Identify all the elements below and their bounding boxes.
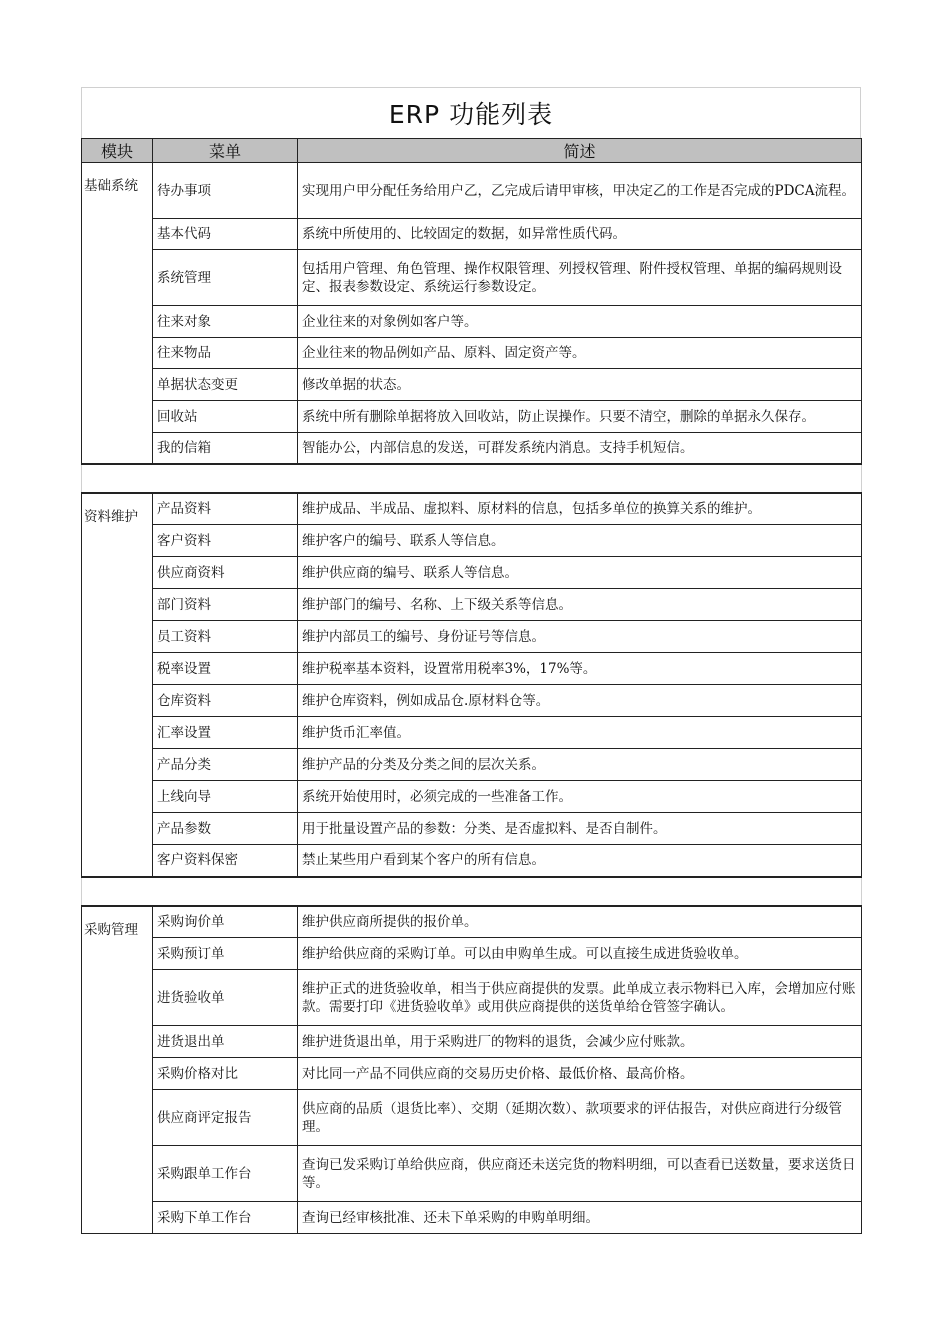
menu-cell: 往来物品 <box>153 338 298 369</box>
menu-cell: 产品资料 <box>153 493 298 525</box>
description-cell: 维护内部员工的编号、身份证号等信息。 <box>298 621 862 653</box>
description-cell: 维护客户的编号、联系人等信息。 <box>298 525 862 557</box>
menu-cell: 税率设置 <box>153 653 298 685</box>
section-spacer <box>82 464 862 493</box>
description-cell: 维护正式的进货验收单，相当于供应商提供的发票。此单成立表示物料已入库，会增加应付账款。需要打印《进货验收单》或用供应商提供的送货单给仓管签字确认。 <box>298 970 862 1026</box>
description-cell: 包括用户管理、角色管理、操作权限管理、列授权管理、附件授权管理、单据的编码规则设定、报表参数设定、系统运行参数设定。 <box>298 250 862 306</box>
menu-cell: 我的信箱 <box>153 433 298 464</box>
menu-cell: 产品分类 <box>153 749 298 781</box>
description-cell: 禁止某些用户看到某个客户的所有信息。 <box>298 845 862 877</box>
table-body <box>82 163 862 1234</box>
spacer-cell <box>82 464 862 493</box>
menu-cell: 进货退出单 <box>153 1026 298 1058</box>
section-spacer <box>82 877 862 906</box>
table-row <box>82 685 862 717</box>
menu-cell: 部门资料 <box>153 589 298 621</box>
menu-cell: 采购跟单工作台 <box>153 1146 298 1202</box>
description-cell: 维护税率基本资料，设置常用税率3%，17%等。 <box>298 653 862 685</box>
header-row <box>82 139 862 163</box>
menu-cell: 采购询价单 <box>153 906 298 938</box>
table-row <box>82 557 862 589</box>
menu-cell: 回收站 <box>153 401 298 433</box>
table-row <box>82 401 862 433</box>
table-row <box>82 589 862 621</box>
menu-cell: 供应商评定报告 <box>153 1090 298 1146</box>
table-row <box>82 219 862 250</box>
description-cell: 维护进货退出单，用于采购进厂的物料的退货，会减少应付账款。 <box>298 1026 862 1058</box>
module-cell: 基础系统 <box>82 163 153 464</box>
table-row <box>82 493 862 525</box>
header-description: 简述 <box>298 139 862 163</box>
menu-cell: 系统管理 <box>153 250 298 306</box>
description-cell: 实现用户甲分配任务给用户乙，乙完成后请甲审核，甲决定乙的工作是否完成的PDCA流程。 <box>298 163 862 219</box>
table-row <box>82 621 862 653</box>
description-cell: 维护成品、半成品、虚拟料、原材料的信息，包括多单位的换算关系的维护。 <box>298 493 862 525</box>
menu-cell: 上线向导 <box>153 781 298 813</box>
table-row <box>82 749 862 781</box>
menu-cell: 采购下单工作台 <box>153 1202 298 1234</box>
description-cell: 对比同一产品不同供应商的交易历史价格、最低价格、最高价格。 <box>298 1058 862 1090</box>
description-cell: 供应商的品质（退货比率）、交期（延期次数）、款项要求的评估报告，对供应商进行分级管理。 <box>298 1090 862 1146</box>
spacer-cell <box>82 877 862 906</box>
menu-cell: 仓库资料 <box>153 685 298 717</box>
menu-cell: 采购预订单 <box>153 938 298 970</box>
description-cell: 查询已发采购订单给供应商，供应商还未送完货的物料明细，可以查看已送数量，要求送货日等。 <box>298 1146 862 1202</box>
page-title: ERP 功能列表 <box>388 100 554 129</box>
table-row <box>82 338 862 369</box>
table-row <box>82 653 862 685</box>
table-row <box>82 813 862 845</box>
description-cell: 修改单据的状态。 <box>298 369 862 401</box>
table-row <box>82 781 862 813</box>
menu-cell: 供应商资料 <box>153 557 298 589</box>
description-cell: 用于批量设置产品的参数：分类、是否虚拟料、是否自制件。 <box>298 813 862 845</box>
menu-cell: 员工资料 <box>153 621 298 653</box>
header-menu: 菜单 <box>153 139 298 163</box>
header-module: 模块 <box>82 139 153 163</box>
table-row <box>82 250 862 306</box>
description-cell: 维护产品的分类及分类之间的层次关系。 <box>298 749 862 781</box>
table-row <box>82 1090 862 1146</box>
table-row <box>82 1026 862 1058</box>
table-row <box>82 433 862 464</box>
table-row <box>82 906 862 938</box>
menu-cell: 客户资料 <box>153 525 298 557</box>
spreadsheet <box>81 87 861 1234</box>
description-cell: 维护供应商所提供的报价单。 <box>298 906 862 938</box>
description-cell: 系统中所有删除单据将放入回收站，防止误操作。只要不清空，删除的单据永久保存。 <box>298 401 862 433</box>
table-row <box>82 1202 862 1234</box>
module-cell: 采购管理 <box>82 906 153 1234</box>
description-cell: 维护供应商的编号、联系人等信息。 <box>298 557 862 589</box>
description-cell: 企业往来的物品例如产品、原料、固定资产等。 <box>298 338 862 369</box>
menu-cell: 基本代码 <box>153 219 298 250</box>
table-row <box>82 1146 862 1202</box>
table-row <box>82 163 862 219</box>
menu-cell: 采购价格对比 <box>153 1058 298 1090</box>
description-cell: 智能办公，内部信息的发送，可群发系统内消息。支持手机短信。 <box>298 433 862 464</box>
title-cell <box>81 87 861 138</box>
function-table <box>81 138 862 1234</box>
description-cell: 系统中所使用的、比较固定的数据，如异常性质代码。 <box>298 219 862 250</box>
menu-cell: 汇率设置 <box>153 717 298 749</box>
table-row <box>82 970 862 1026</box>
table-row <box>82 717 862 749</box>
table-row <box>82 306 862 338</box>
description-cell: 维护货币汇率值。 <box>298 717 862 749</box>
table-row <box>82 525 862 557</box>
description-cell: 维护仓库资料，例如成品仓.原材料仓等。 <box>298 685 862 717</box>
description-cell: 维护给供应商的采购订单。可以由申购单生成。可以直接生成进货验收单。 <box>298 938 862 970</box>
menu-cell: 往来对象 <box>153 306 298 338</box>
table-row <box>82 845 862 877</box>
description-cell: 查询已经审核批准、还未下单采购的申购单明细。 <box>298 1202 862 1234</box>
description-cell: 系统开始使用时，必须完成的一些准备工作。 <box>298 781 862 813</box>
menu-cell: 进货验收单 <box>153 970 298 1026</box>
table-row <box>82 369 862 401</box>
menu-cell: 客户资料保密 <box>153 845 298 877</box>
description-cell: 维护部门的编号、名称、上下级关系等信息。 <box>298 589 862 621</box>
table-row <box>82 938 862 970</box>
table-row <box>82 1058 862 1090</box>
menu-cell: 待办事项 <box>153 163 298 219</box>
description-cell: 企业往来的对象例如客户等。 <box>298 306 862 338</box>
menu-cell: 单据状态变更 <box>153 369 298 401</box>
menu-cell: 产品参数 <box>153 813 298 845</box>
module-cell: 资料维护 <box>82 493 153 877</box>
